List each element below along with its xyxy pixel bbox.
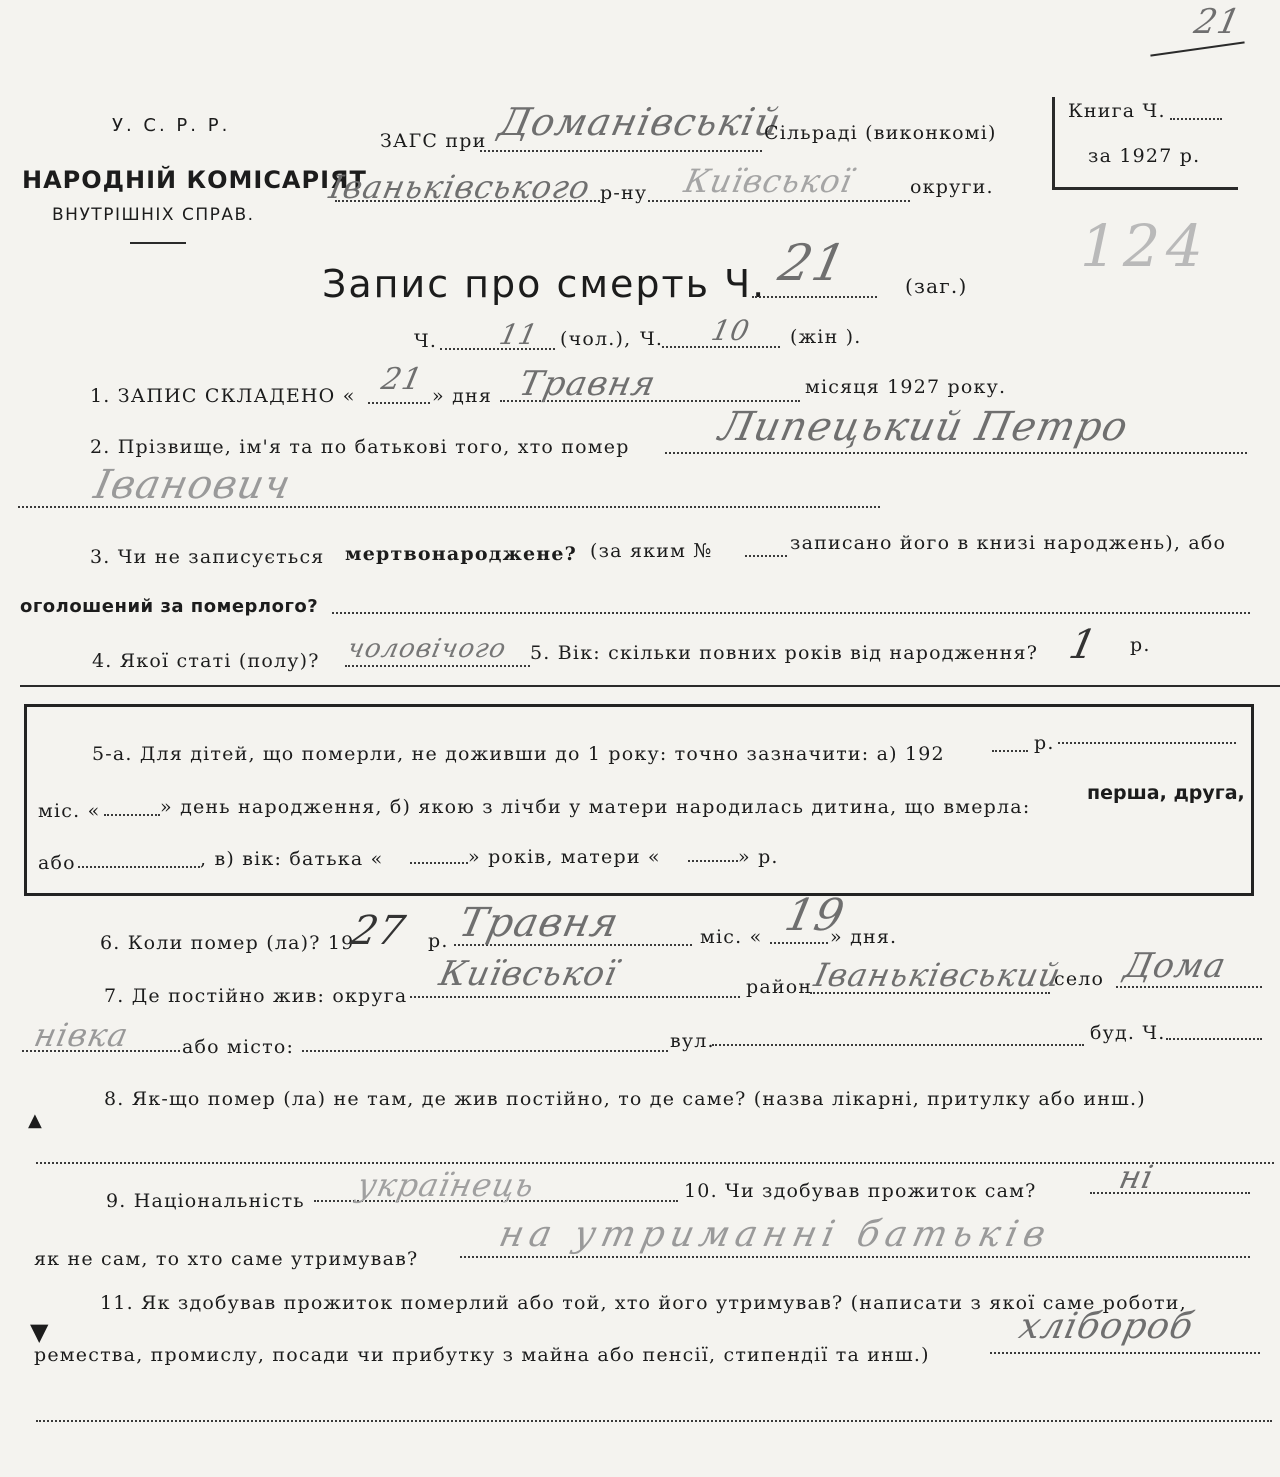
item7-selo-label: село: [1054, 968, 1105, 990]
item7-selo: Дома: [1120, 946, 1230, 986]
margin-mark-top: ▲: [28, 1110, 42, 1131]
item7-okruha-line: [410, 996, 740, 998]
item5a-father-label: , в) вік: батька «: [200, 848, 384, 870]
item6-r: р.: [428, 930, 449, 952]
form-title: Запис про смерть Ч.: [322, 262, 767, 306]
item5a-or: або: [38, 852, 76, 874]
item3-stillborn: мертвонароджене?: [345, 543, 577, 565]
item7-selo-line: [1116, 986, 1262, 988]
item5a-end: » р.: [738, 846, 779, 868]
rayon-label: р-ну: [600, 182, 648, 204]
item7-misto-label: або місто:: [182, 1036, 295, 1058]
item6-day-line: [770, 942, 828, 944]
item1-end: місяця 1927 року.: [805, 376, 1007, 398]
item10-supporter: на утриманні батьків: [495, 1214, 1056, 1255]
item10-line2-label: як не сам, то хто саме утримував?: [34, 1248, 419, 1270]
female-ch-label: Ч.: [640, 328, 664, 350]
item7-rayon-label: район: [746, 976, 813, 998]
item5a-month-label: міс. «: [38, 800, 101, 822]
item11-line3: [36, 1420, 1272, 1422]
header-divider: [130, 242, 186, 244]
item5-age: 1: [1065, 622, 1102, 668]
item1-label: 1. ЗАПИС СКЛАДЕНО «: [90, 385, 356, 407]
item5-label: 5. Вік: скільки повних років від народження?: [530, 642, 1039, 664]
item6-end: » дня.: [830, 926, 898, 948]
item7-vul-label: вул.: [670, 1030, 715, 1052]
ussr-header: У. С. Р. Р.: [112, 115, 231, 136]
book-box-bottom: [1052, 187, 1238, 190]
item4-label: 4. Якої статі (полу)?: [92, 650, 320, 672]
item7-rayon: Іваньківський: [810, 956, 1065, 994]
item5a-birth-order: перша, друга,: [1087, 782, 1245, 804]
item9-label: 9. Національність: [106, 1190, 305, 1212]
record-number: 21: [773, 234, 852, 292]
zags-value: Доманівській: [495, 100, 786, 144]
book-label: Книга Ч.: [1068, 100, 1166, 122]
male-label: (чол.),: [560, 328, 632, 350]
page-number-handwritten: 21: [1190, 2, 1245, 42]
item6-year: 27: [347, 908, 410, 954]
deceased-name: Липецький Петро: [715, 404, 1133, 450]
item5a-mother-line: [688, 860, 738, 862]
okruha-value: Київської: [680, 162, 857, 200]
book-year: за 1927 р.: [1088, 145, 1201, 167]
zags-suffix: Сільраді (виконкомі): [764, 122, 997, 144]
item7-selo-cont: нівка: [30, 1016, 133, 1054]
title-suffix: (заг.): [905, 274, 968, 298]
rayon-value: Іваньківського: [325, 168, 595, 206]
item3-rest2: записано його в книзі народжень), або: [790, 532, 1227, 554]
item8-line: [36, 1162, 1274, 1164]
item3-rest: (за яким №: [590, 540, 713, 562]
item1-mid: » дня: [432, 385, 493, 407]
item7-bud-label: буд. Ч.: [1090, 1022, 1166, 1044]
okruha-label: округи.: [910, 176, 994, 198]
item5a-line1-end: р.: [1034, 732, 1055, 754]
commissariat-header: НАРОДНІЙ КОМІСАРІЯТ: [22, 166, 367, 194]
item10-line2: [460, 1256, 1250, 1258]
okruha-line: [648, 200, 910, 202]
book-line: [1170, 118, 1222, 120]
item7-okruha: Київської: [435, 954, 622, 994]
item1-day: 21: [378, 362, 426, 397]
female-count: 10: [708, 314, 754, 347]
female-label: (жін ).: [790, 326, 862, 348]
item5a-line1: 5-а. Для дітей, що померли, не доживши до 1 року: точно зазначити: а) 192: [92, 743, 945, 765]
male-count: 11: [496, 318, 542, 351]
item5a-order-line: [78, 866, 200, 868]
item10-line: [1090, 1192, 1250, 1194]
item5a-line2: » день народження, б) якою з лічби у матери народилась дитина, що вмерла:: [160, 796, 1031, 818]
item11-value: хлібороб: [1015, 1306, 1198, 1347]
title-number-line: [752, 296, 877, 298]
item7-vul-line: [712, 1044, 1084, 1046]
item3-line2: [332, 612, 1250, 614]
page-number-underline: [1150, 41, 1244, 56]
item3-number-line: [745, 555, 787, 557]
item6-day: 19: [780, 890, 850, 941]
pencil-number: 124: [1072, 212, 1216, 280]
item1-day-line: [368, 402, 430, 404]
item9-value: українець: [353, 1166, 539, 1204]
zags-prefix: ЗАГС при: [380, 130, 487, 152]
divider-after-item5: [20, 685, 1280, 687]
item6-mis: міс. «: [700, 926, 763, 948]
book-box-left: [1052, 97, 1055, 190]
item6-month: Травня: [455, 900, 624, 946]
item1-month: Травня: [515, 364, 660, 404]
item11-value-line: [990, 1352, 1260, 1354]
item3-declared-dead: оголошений за померлого?: [20, 596, 319, 617]
item2-label: 2. Прізвище, ім'я та по батькові того, хто помер: [90, 436, 630, 458]
item5a-line1-tail: [1058, 742, 1236, 744]
item10-value: ні: [1115, 1158, 1158, 1196]
item5-unit: р.: [1130, 634, 1151, 656]
item11-line2: ремества, промислу, посади чи прибутку з майна або пенсії, стипендії та инш.): [34, 1344, 930, 1366]
item4-sex: чоловічого: [344, 634, 510, 664]
deceased-patronymic: Іванович: [90, 462, 296, 508]
item5a-year-line: [992, 750, 1028, 752]
item3-label: 3. Чи не записується: [90, 546, 325, 568]
margin-mark-bottom: ▼: [30, 1318, 49, 1346]
item8-label: 8. Як-що помер (ла) не там, де жив постійно, то де саме? (назва лікарні, притулку або инш.): [104, 1088, 1146, 1110]
male-ch-label: Ч.: [414, 330, 438, 352]
zags-line: [480, 150, 762, 152]
item7-misto-line: [302, 1050, 668, 1052]
item7-bud-line: [1166, 1038, 1262, 1040]
item11-label: 11. Як здобував прожиток померлий або той, хто його утримував? (написати з якої саме роботи,: [100, 1292, 1187, 1314]
item7-label: 7. Де постійно жив: округа: [104, 985, 408, 1007]
internal-affairs-header: ВНУТРІШНІХ СПРАВ.: [52, 205, 255, 225]
item5a-father-line: [410, 862, 468, 864]
item5a-month-line: [104, 814, 160, 816]
item5a-mother-label: » років, матери «: [468, 846, 661, 868]
item4-line: [345, 665, 530, 667]
item6-label: 6. Коли помер (ла)? 19: [100, 932, 355, 954]
item10-label: 10. Чи здобував прожиток сам?: [684, 1180, 1037, 1202]
item2-line1: [665, 452, 1247, 454]
